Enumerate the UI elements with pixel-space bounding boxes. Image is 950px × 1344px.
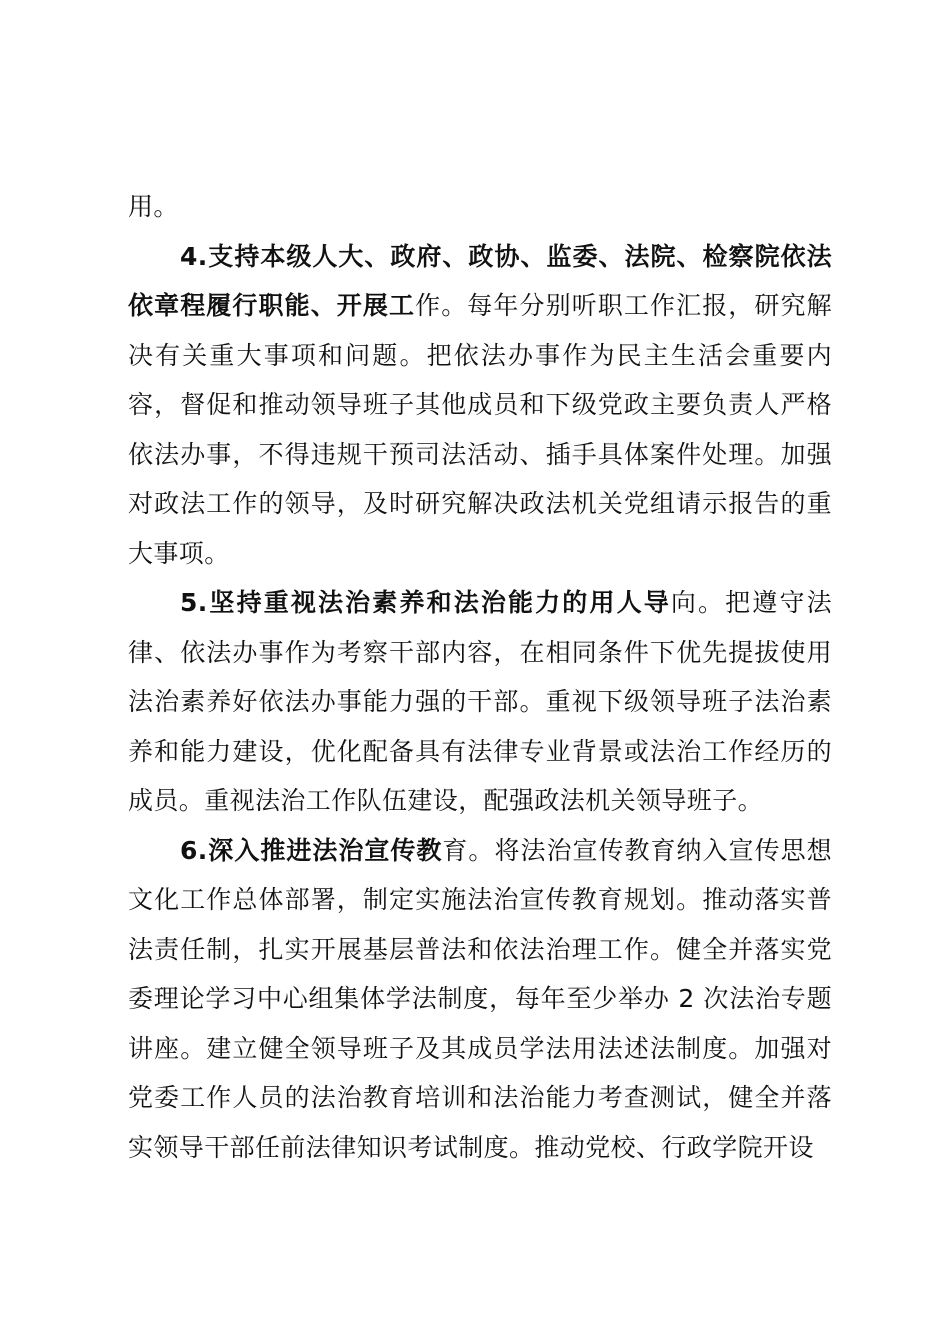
paragraph-body: 向。把遵守法律、依法办事作为考察干部内容，在相同条件下优先提拔使用法治素养好依法办事能力强的干部。重视下级领导班子法治素养和能力建设，优化配备具有法律专业背景或法治工作经历的成员。重视法治工作队伍建设，配强政法机关领导班子。 [128,588,832,815]
paragraph-item-5 [128,578,832,826]
paragraph-item-6 [128,826,832,1173]
paragraph-body: 用。 [128,192,179,221]
paragraph-body: 育。将法治宣传教育纳入宣传思想文化工作总体部署，制定实施法治宣传教育规划。推动落实普法责任制，扎实开展基层普法和依法治理工作。健全并落实党委理论学习中心组集体学法制度，每年至少举办 2 次法治专题讲座。建立健全领导班子及其成员学法用法述法制度。加强对党委工作人员的法治教育培训和法治能力考查测试，健全并落实领导干部任前法律知识考试制度。推动党校、行政学院开设 [128,835,832,1162]
paragraph-body: 作。每年分别听职工作汇报，研究解决有关重大事项和问题。把依法办事作为民主生活会重要内容，督促和推动领导班子其他成员和下级党政主要负责人严格依法办事，不得违规干预司法活动、插手具体案件处理。加强对政法工作的领导，及时研究解决政法机关党组请示报告的重大事项。 [128,291,833,568]
paragraph-item-4 [128,232,832,579]
paragraph-heading: 5.坚持重视法治素养和法治能力的用人导 [180,588,671,617]
paragraph-heading: 6.深入推进法治宣传教 [180,835,443,865]
paragraph-continuation [128,182,832,232]
document-body [128,182,832,1172]
paragraph-heading: 4.支持本级人大、政府、政协、监委、法院、检察院依法依章程履行职能、开展工 [128,241,832,320]
